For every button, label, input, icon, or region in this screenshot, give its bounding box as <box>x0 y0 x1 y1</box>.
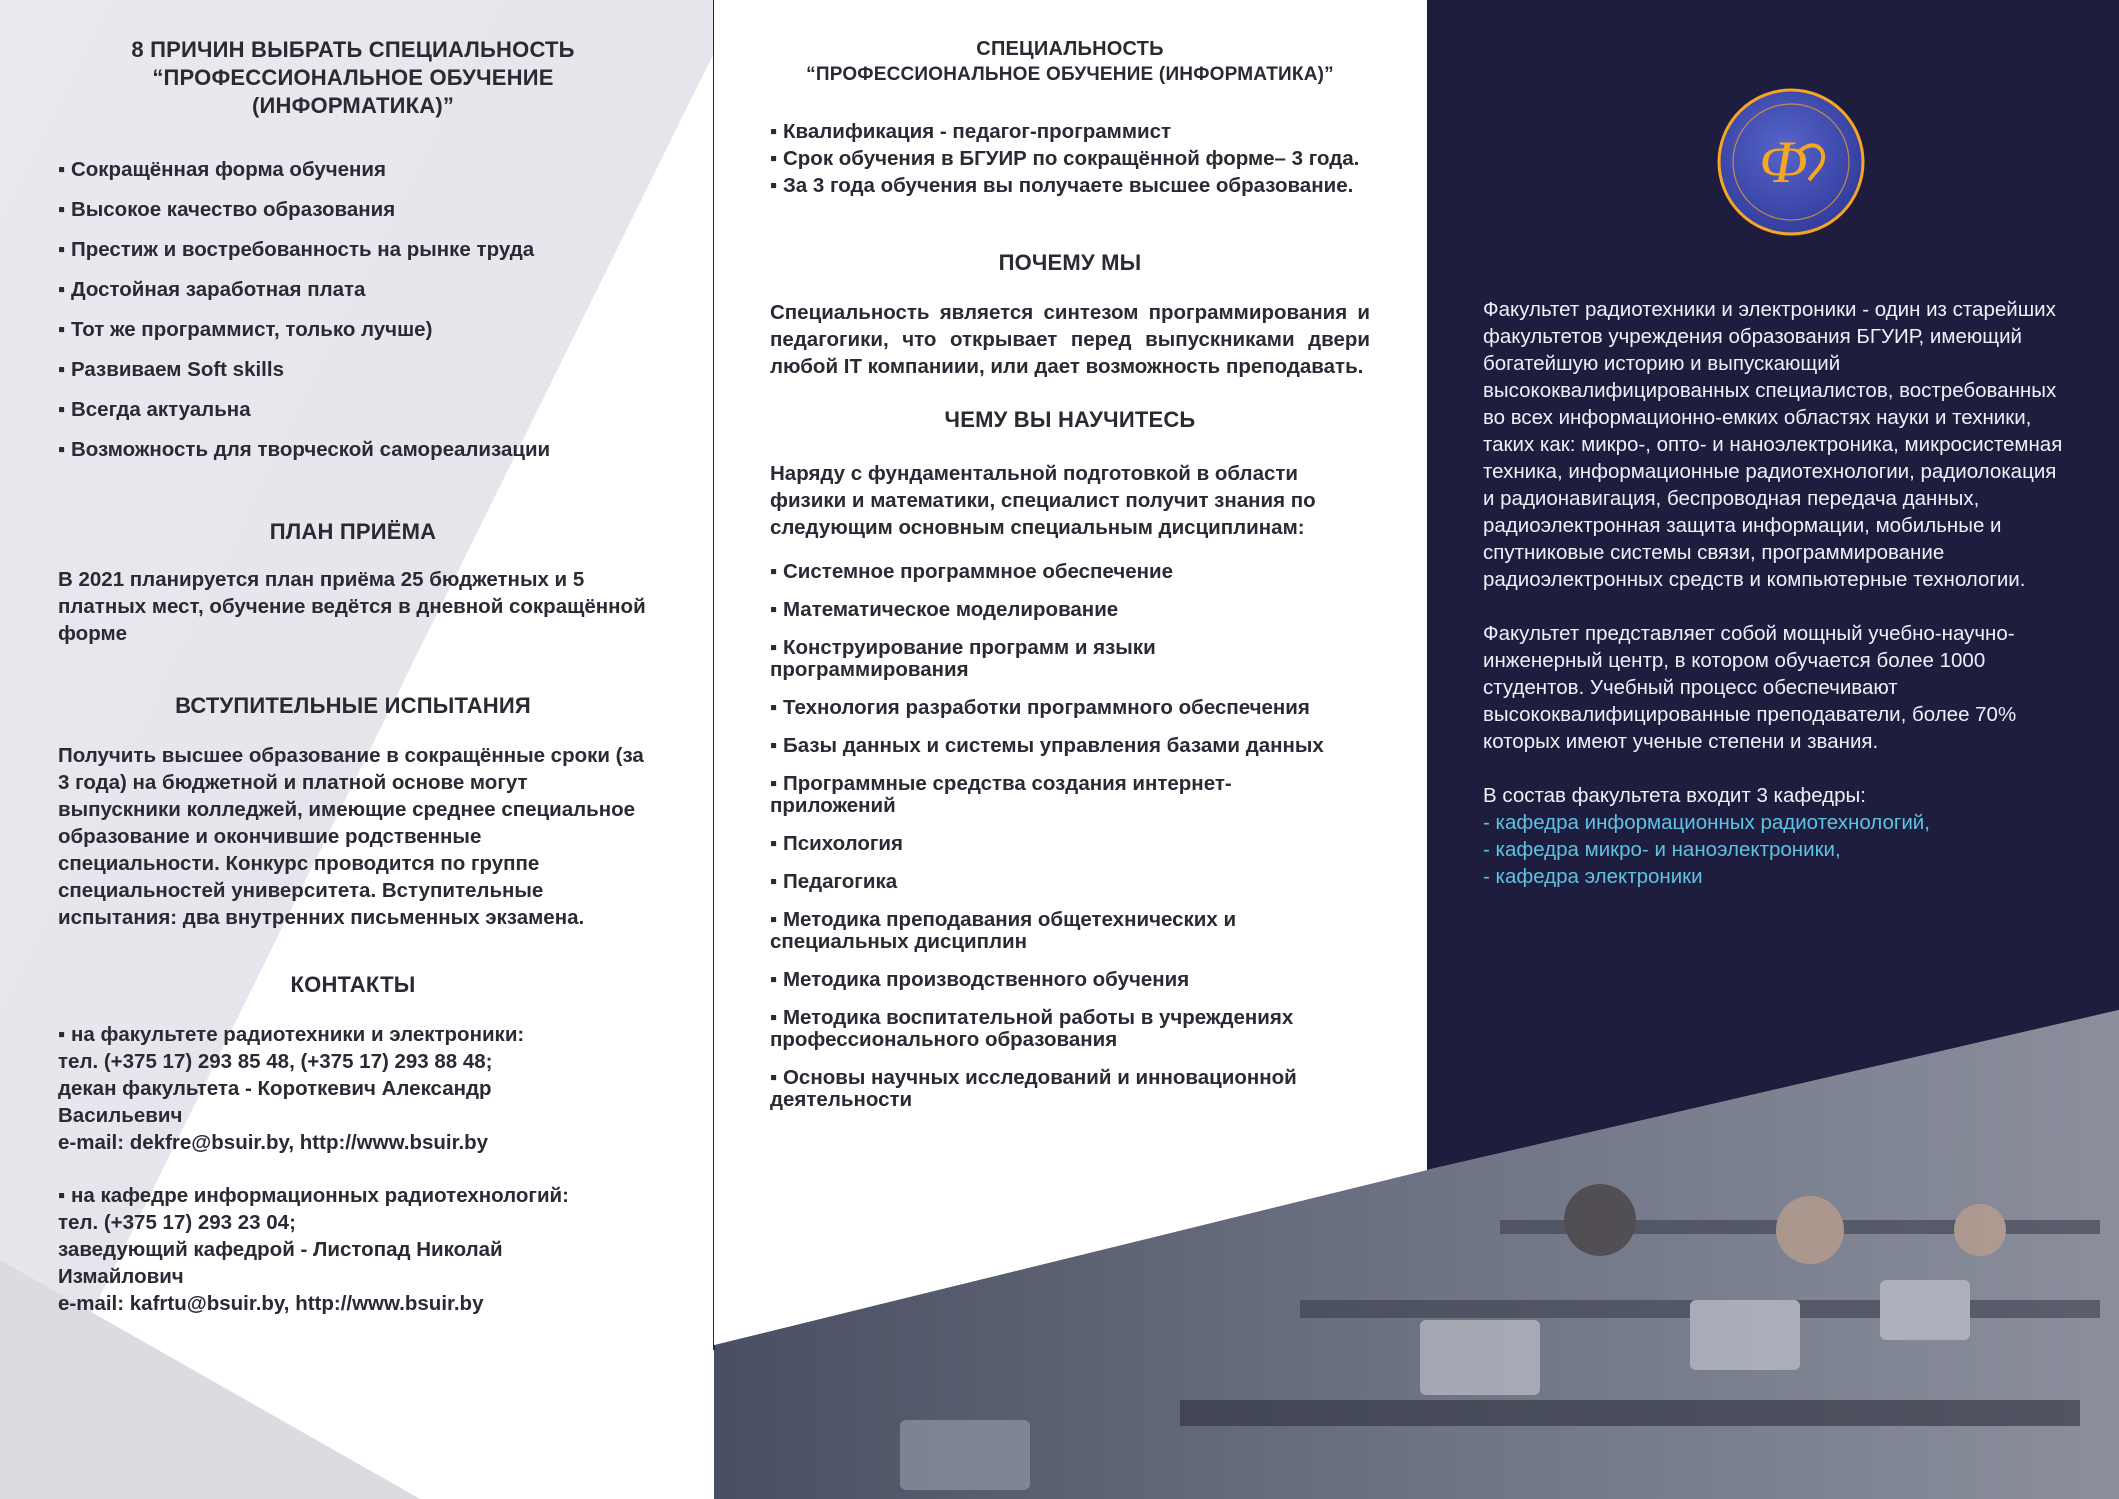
department-item[interactable]: - кафедра электроники <box>1483 865 1703 888</box>
logo-text <box>1731 100 1846 120</box>
contacts-dept-phone: тел. (+375 17) 293 23 04; <box>58 1211 296 1234</box>
reason-item: ▪ Возможность для творческой самореализации <box>58 438 648 478</box>
left-column <box>58 36 648 1317</box>
faculty-about: Факультет радиотехники и электроники - один из старейших факультетов учреждения образования БГУИР, имеющий богатейшую историю и выпускающий высококвалифицированных специалистов, востребованных во всех информационно-емких областях науки и техники, таких как: микро-, опто- и наноэлектроника, микросистемная техника, информационные радиотехнологии, радиолокация и радионавигация, беспроводная передача данных, радиоэлектронная защита информации, мобильные и спутниковые системы связи, программирование радиоэлектронных средств и компьютерные технологии. <box>1483 298 2063 591</box>
middle-column <box>770 36 1370 1127</box>
spec-subtitle: “ПРОФЕССИОНАЛЬНОЕ ОБУЧЕНИЕ (ИНФОРМАТИКА)” <box>806 64 1334 85</box>
discipline-item: ▪ Программные средства создания интернет-приложений <box>770 773 1290 817</box>
discipline-item: ▪ Базы данных и системы управления базами данных <box>770 735 1370 757</box>
contacts-faculty-person: декан факультета - Короткевич Александр Васильевич <box>58 1077 492 1127</box>
department-item[interactable]: - кафедра микро- и наноэлектроники, <box>1483 838 1841 861</box>
discipline-item: ▪ Конструирование программ и языки программирования <box>770 637 1230 681</box>
reason-item: ▪ Тот же программист, только лучше) <box>58 318 648 358</box>
plan-title: ПЛАН ПРИЁМА <box>269 519 437 544</box>
why-title: ПОЧЕМУ МЫ <box>998 250 1142 275</box>
contacts-faculty-email[interactable]: e-mail: dekfre@bsuir.by, http://www.bsuir.by <box>58 1131 489 1154</box>
contacts-dept <box>58 1182 648 1317</box>
discipline-item: ▪ Педагогика <box>770 871 1370 893</box>
contacts-dept-person: заведующий кафедрой - Листопад Николай Измайлович <box>58 1238 503 1288</box>
contacts-dept-email[interactable]: e-mail: kafrtu@bsuir.by, http://www.bsuir.by <box>58 1292 484 1315</box>
disciplines-list <box>770 561 1370 1111</box>
spec-item: ▪ Квалификация - педагог-программист <box>770 120 1172 143</box>
learn-intro: Наряду с фундаментальной подготовкой в области физики и математики, специалист получит знания по следующим основным специальным дисциплинам: <box>770 462 1316 539</box>
discipline-item: ▪ Технология разработки программного обеспечения <box>770 697 1370 719</box>
reason-item: ▪ Всегда актуальна <box>58 398 648 438</box>
discipline-item: ▪ Математическое моделирование <box>770 599 1370 621</box>
right-column <box>1483 296 2063 890</box>
contacts-dept-heading: ▪ на кафедре информационных радиотехнологий: <box>58 1184 569 1207</box>
discipline-item: ▪ Методика производственного обучения <box>770 969 1370 991</box>
contacts-faculty <box>58 1021 648 1156</box>
discipline-item: ▪ Методика преподавания общетехнических и специальных дисциплин <box>770 909 1290 953</box>
discipline-item: ▪ Психология <box>770 833 1370 855</box>
spec-item: ▪ За 3 года обучения вы получаете высшее образование. <box>770 174 1354 197</box>
spec-item-text: Квалификация - педагог-программист <box>782 120 1172 143</box>
discipline-item: ▪ Основы научных исследований и инновационной деятельности <box>770 1067 1330 1111</box>
contacts-dept-heading-text: на кафедре информационных радиотехнологий: <box>70 1184 569 1207</box>
spec-item: ▪ Срок обучения в БГУИР по сокращённой форме– 3 года. <box>770 147 1360 170</box>
spec-items <box>770 118 1370 199</box>
contacts-faculty-phone: тел. (+375 17) 293 85 48, (+375 17) 293 88 48; <box>58 1050 493 1073</box>
why-text: Специальность является синтезом программирования и педагогики, что открывает перед выпускниками двери любой IT компаниии, или дает возможность преподавать. <box>770 301 1370 378</box>
discipline-item: ▪ Системное программное обеспечение <box>770 561 1370 583</box>
contacts-faculty-heading: ▪ на факультете радиотехники и электроники: <box>58 1023 525 1046</box>
contacts-title: КОНТАКТЫ <box>290 972 416 997</box>
discipline-item: ▪ Методика воспитательной работы в учреждениях профессионального образования <box>770 1007 1330 1051</box>
reasons-list <box>58 158 648 478</box>
contacts-faculty-heading-text: на факультете радиотехники и электроники: <box>70 1023 525 1046</box>
departments-intro: В состав факультета входит 3 кафедры: <box>1483 784 1866 807</box>
reasons-title: 8 ПРИЧИН ВЫБРАТЬ СПЕЦИАЛЬНОСТЬ “ПРОФЕССИОНАЛЬНОЕ ОБУЧЕНИЕ (ИНФОРМАТИКА)” <box>131 37 575 118</box>
exams-text: Получить высшее образование в сокращённые сроки (за 3 года) на бюджетной и платной основе могут выпускники колледжей, имеющие среднее специальное образование и окончившие родственные специальности. Конкурс проводится по группе специальностей университета. Вступительные испытания: два внутренних письменных экзамена. <box>58 744 644 929</box>
reason-item: ▪ Сокращённая форма обучения <box>58 158 648 198</box>
reason-item: ▪ Высокое качество образования <box>58 198 648 238</box>
learn-title: ЧЕМУ ВЫ НАУЧИТЕСЬ <box>944 407 1196 432</box>
department-item[interactable]: - кафедра информационных радиотехнологий, <box>1483 811 1930 834</box>
svg-text:Ф: Ф <box>1759 129 1808 195</box>
exams-title: ВСТУПИТЕЛЬНЫЕ ИСПЫТАНИЯ <box>175 693 531 718</box>
reason-item: ▪ Достойная заработная плата <box>58 278 648 318</box>
spec-item-text: Срок обучения в БГУИР по сокращённой форме– 3 года. <box>782 147 1360 170</box>
reason-item: ▪ Развиваем Soft skills <box>58 358 648 398</box>
reason-item: ▪ Престиж и востребованность на рынке труда <box>58 238 648 278</box>
faculty-center: Факультет представляет собой мощный учебно-научно-инженерный центр, в котором обучается более 1000 студентов. Учебный процесс обеспечивают высококвалифицированные преподаватели, более 70% которых имеют ученые степени и звания. <box>1483 622 2017 753</box>
spec-title: СПЕЦИАЛЬНОСТЬ <box>976 38 1164 60</box>
spec-item-text: За 3 года обучения вы получаете высшее образование. <box>782 174 1354 197</box>
plan-text: В 2021 планируется план приёма 25 бюджетных и 5 платных мест, обучение ведётся в дневной сокращённой форме <box>58 568 646 645</box>
